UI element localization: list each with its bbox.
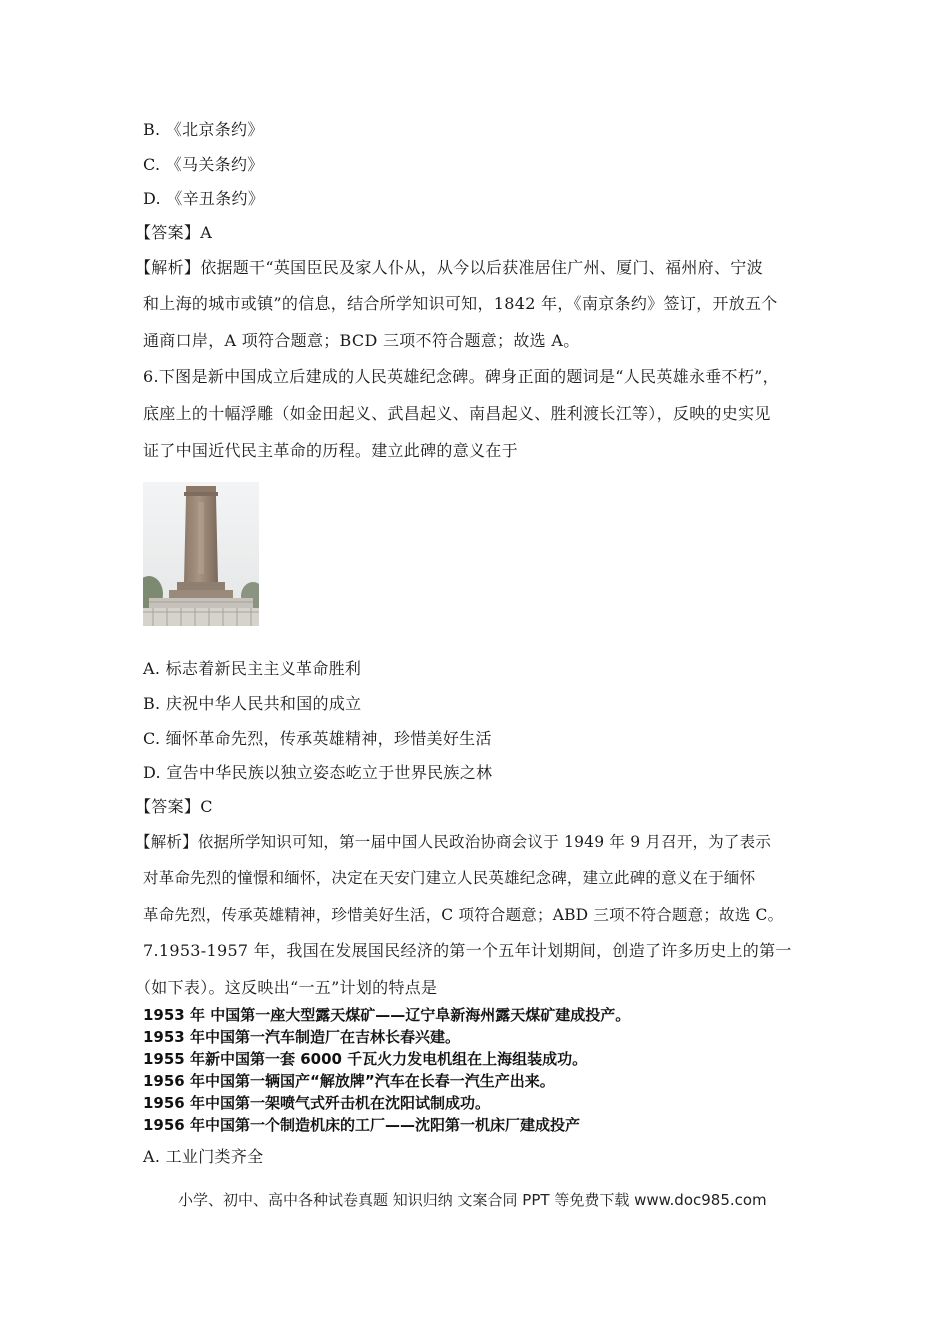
q6-option-c: C. 缅怀革命先烈，传承英雄精神，珍惜美好生活 [143,729,492,748]
q5-analysis-line: 【解析】依据题干“英国臣民及家人仆从，从今以后获准居住广州、厦门、福州府、宁波 [135,258,763,277]
q6-stem-line: 6.下图是新中国成立后建成的人民英雄纪念碑。碑身正面的题词是“人民英雄永垂不朽”， [143,367,779,386]
q7-table-row: 1955 年新中国第一套 6000 千瓦火力发电机组在上海组装成功。 [143,1050,588,1068]
q6-stem-line: 证了中国近代民主革命的历程。建立此碑的意义在于 [143,441,518,460]
q5-option-c: C. 《马关条约》 [143,155,264,174]
q7-option-a: A. 工业门类齐全 [143,1147,264,1166]
q5-option-d: D. 《辛丑条约》 [143,189,265,208]
q6-analysis-line: 革命先烈，传承英雄精神，珍惜美好生活，C 项符合题意；ABD 三项不符合题意；故选 C。 [143,906,784,924]
q6-option-a: A. 标志着新民主主义革命胜利 [143,659,362,678]
q6-analysis-line: 【解析】依据所学知识可知，第一届中国人民政治协商会议于 1949 年 9 月召开，为了表示 [135,833,772,851]
monument-photo [143,482,259,626]
page-footer: 小学、初中、高中各种试卷真题 知识归纳 文案合同 PPT 等免费下载 www.doc985.com [178,1191,767,1209]
q7-table-row: 1953 年中国第一汽车制造厂在吉林长春兴建。 [143,1028,460,1046]
q5-analysis-line: 和上海的城市或镇”的信息，结合所学知识可知，1842 年，《南京条约》签订，开放五个 [143,294,778,313]
q6-answer: 【答案】C [135,797,213,816]
q7-table-row: 1956 年中国第一架喷气式歼击机在沈阳试制成功。 [143,1094,490,1112]
q6-analysis-line: 对革命先烈的憧憬和缅怀，决定在天安门建立人民英雄纪念碑，建立此碑的意义在于缅怀 [143,869,756,887]
q7-stem-line: （如下表）。这反映出“一五”计划的特点是 [135,978,438,997]
q6-option-d: D. 宣告中华民族以独立姿态屹立于世界民族之林 [143,763,493,782]
q7-stem-line: 7.1953-1957 年，我国在发展国民经济的第一个五年计划期间，创造了许多历史上的第一 [143,941,792,960]
q5-analysis-line: 通商口岸，A 项符合题意；BCD 三项不符合题意；故选 A。 [143,331,580,350]
q7-table-row: 1953 年 中国第一座大型露天煤矿——辽宁阜新海州露天煤矿建成投产。 [143,1006,631,1024]
q5-option-b: B. 《北京条约》 [143,120,264,139]
q7-table-row: 1956 年中国第一辆国产“解放牌”汽车在长春一汽生产出来。 [143,1072,555,1090]
q5-answer: 【答案】A [135,223,213,242]
q6-option-b: B. 庆祝中华人民共和国的成立 [143,694,362,713]
q6-stem-line: 底座上的十幅浮雕（如金田起义、武昌起义、南昌起义、胜利渡长江等），反映的史实见 [143,404,771,423]
q7-table-row: 1956 年中国第一个制造机床的工厂——沈阳第一机床厂建成投产 [143,1116,580,1134]
